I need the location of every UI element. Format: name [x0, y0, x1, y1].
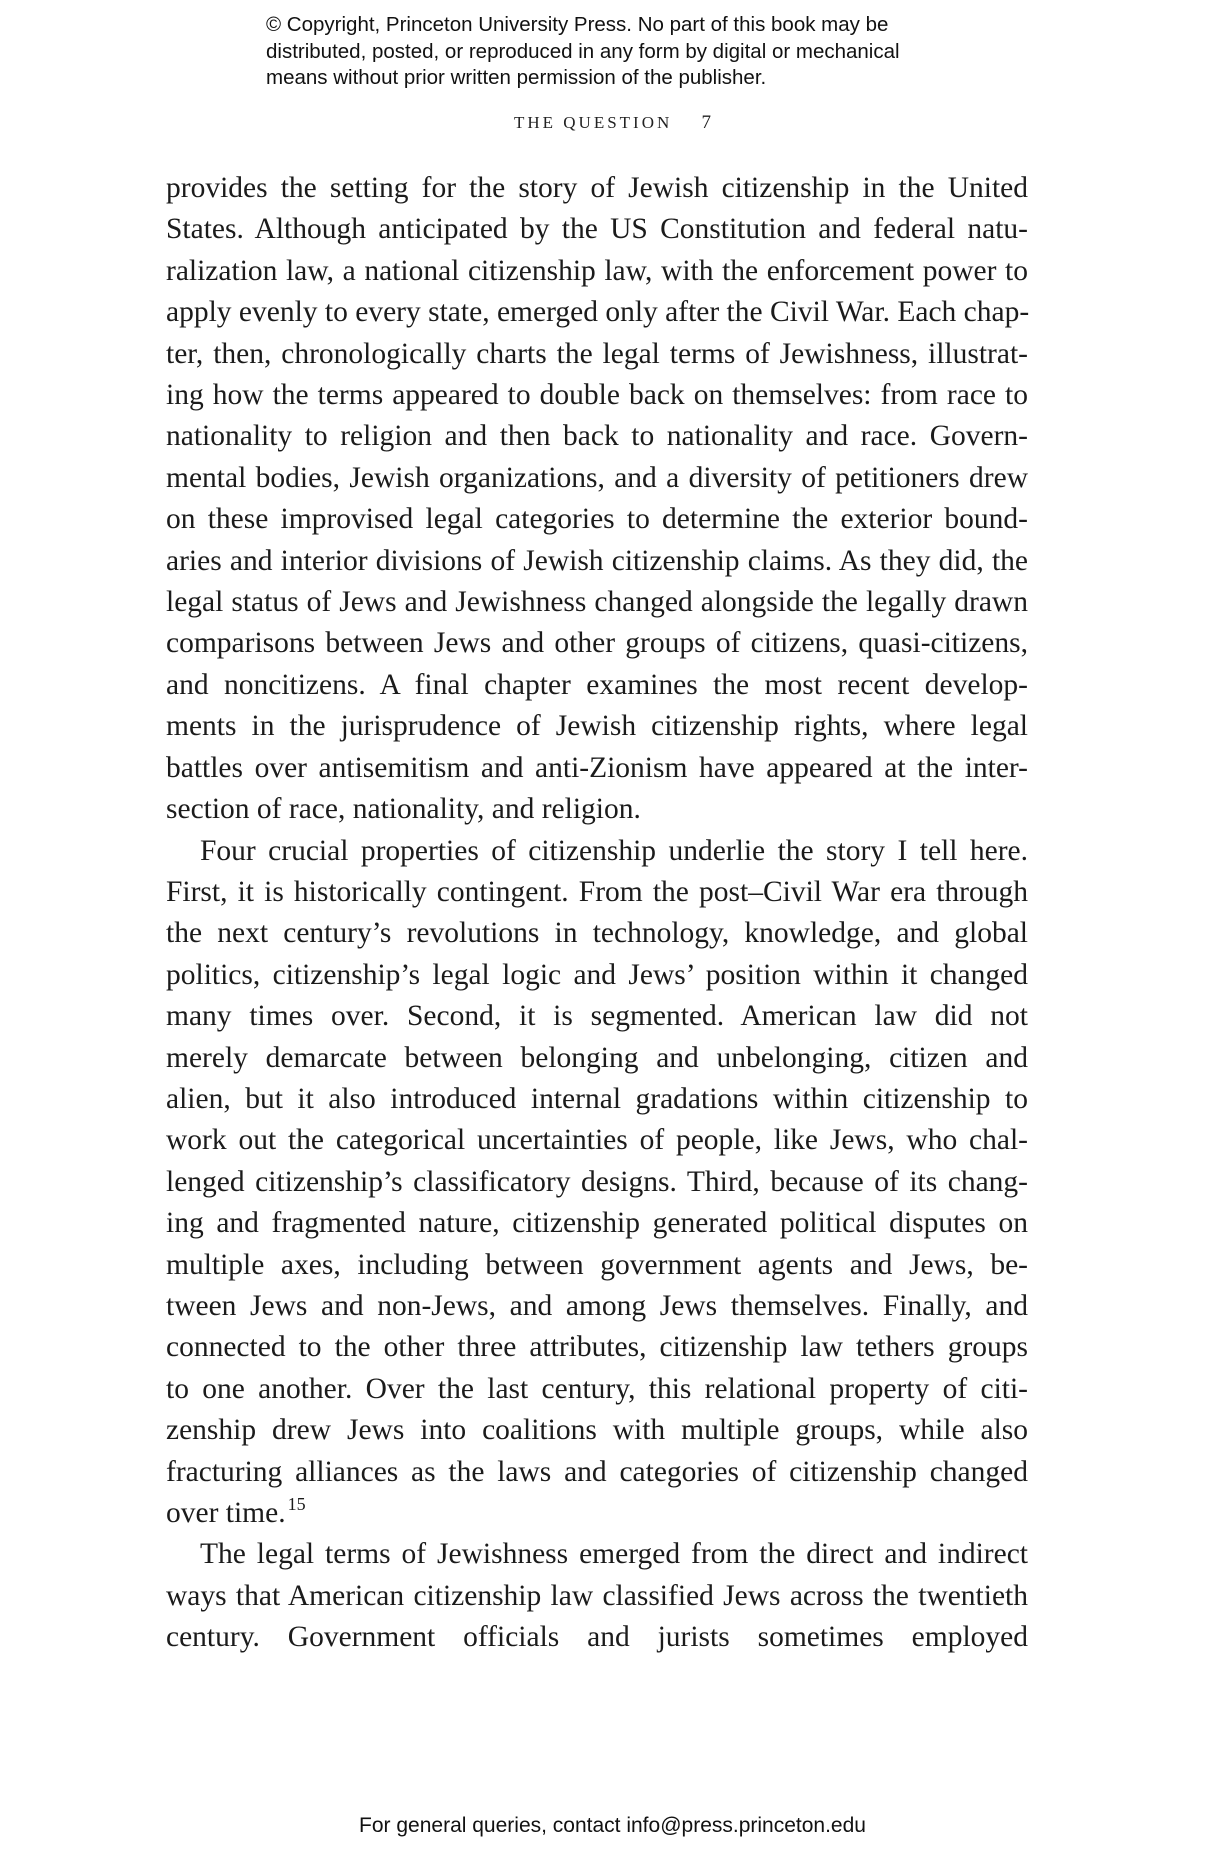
copyright-line: means without prior written permission of the publisher. [266, 66, 767, 89]
text-line: fracturing alliances as the laws and categories of citizenship changed [166, 1455, 1028, 1488]
text-line: alien, but it also introduced internal gradations within citizenship to [166, 1082, 1028, 1115]
text-line: zenship drew Jews into coalitions with multiple groups, while also [166, 1414, 1028, 1447]
text-line: First, it is historically contingent. From the post–Civil War era through [166, 875, 1028, 908]
text-line: ter, then, chronologically charts the legal terms of Jewishness, illustrat- [166, 337, 1028, 370]
text-line: nationality to religion and then back to nationality and race. Govern- [166, 420, 1028, 453]
text-line [166, 1493, 1028, 1534]
text-line: connected to the other three attributes, citizenship law tethers groups [166, 1331, 1028, 1364]
text-line: mental bodies, Jewish organizations, and a diversity of petitioners drew [166, 461, 1028, 494]
text-line: on these improvised legal categories to determine the exterior bound- [166, 503, 1028, 536]
footnote-reference[interactable]: 15 [287, 1494, 306, 1514]
running-head-title: THE QUESTION [513, 113, 673, 132]
text-line: aries and interior divisions of Jewish citizenship claims. As they did, the [166, 544, 1028, 577]
text-line: States. Although anticipated by the US Constitution and federal natu- [166, 213, 1028, 246]
text-line: battles over antisemitism and anti-Zionism have appeared at the inter- [166, 751, 1028, 784]
text-line: merely demarcate between belonging and unbelonging, citizen and [166, 1041, 1028, 1074]
text-line: ing how the terms appeared to double back on themselves: from race to [166, 379, 1028, 412]
footer-contact: For general queries, contact info@press.princeton.edu [359, 1814, 866, 1837]
copyright-line: distributed, posted, or reproduced in any form by digital or mechanical [266, 39, 900, 63]
text-line: lenged citizenship’s classificatory designs. Third, because of its chang- [166, 1165, 1028, 1198]
paragraph-1 [166, 168, 1028, 831]
text-line: section of race, nationality, and religion. [166, 793, 641, 826]
text-line: The legal terms of Jewishness emerged from the direct and indirect [200, 1538, 1028, 1571]
text-line: ways that American citizenship law classified Jews across the twentieth [166, 1579, 1028, 1612]
text-line: legal status of Jews and Jewishness changed alongside the legally drawn [166, 586, 1028, 619]
body-text [166, 168, 1028, 1659]
text-line: tween Jews and non-Jews, and among Jews themselves. Finally, and [166, 1289, 1028, 1322]
text-line: politics, citizenship’s legal logic and Jews’ position within it changed [166, 958, 1028, 991]
copyright-notice [266, 12, 1026, 92]
text-line: apply evenly to every state, emerged only after the Civil War. Each chap- [166, 296, 1030, 329]
paragraph-3 [166, 1534, 1028, 1658]
text-line: many times over. Second, it is segmented. American law did not [166, 1000, 1028, 1033]
text-line: century. Government officials and jurists sometimes employed [166, 1621, 1028, 1654]
text-line: and noncitizens. A final chapter examines the most recent develop- [166, 668, 1028, 701]
text-line: the next century’s revolutions in technology, knowledge, and global [166, 917, 1028, 950]
text-line: Four crucial properties of citizenship underlie the story I tell here. [200, 834, 1028, 867]
text-line: ing and fragmented nature, citizenship generated political disputes on [166, 1207, 1028, 1240]
page-number: 7 [701, 112, 712, 133]
paragraph-2 [166, 831, 1028, 1535]
text-line: provides the setting for the story of Jewish citizenship in the United [166, 172, 1028, 204]
text-line: ralization law, a national citizenship law, with the enforcement power to [166, 254, 1028, 287]
text-line: work out the categorical uncertainties of people, like Jews, who chal- [166, 1124, 1028, 1157]
text-line: ments in the jurisprudence of Jewish citizenship rights, where legal [166, 710, 1028, 743]
text-line: to one another. Over the last century, this relational property of citi- [166, 1372, 1028, 1405]
text-fragment: over time. [166, 1497, 286, 1529]
text-line: multiple axes, including between government agents and Jews, be- [166, 1248, 1028, 1281]
copyright-line: © Copyright, Princeton University Press. No part of this book may be [266, 13, 889, 36]
text-line: comparisons between Jews and other groups of citizens, quasi-citizens, [166, 627, 1028, 660]
running-head [0, 112, 1225, 134]
